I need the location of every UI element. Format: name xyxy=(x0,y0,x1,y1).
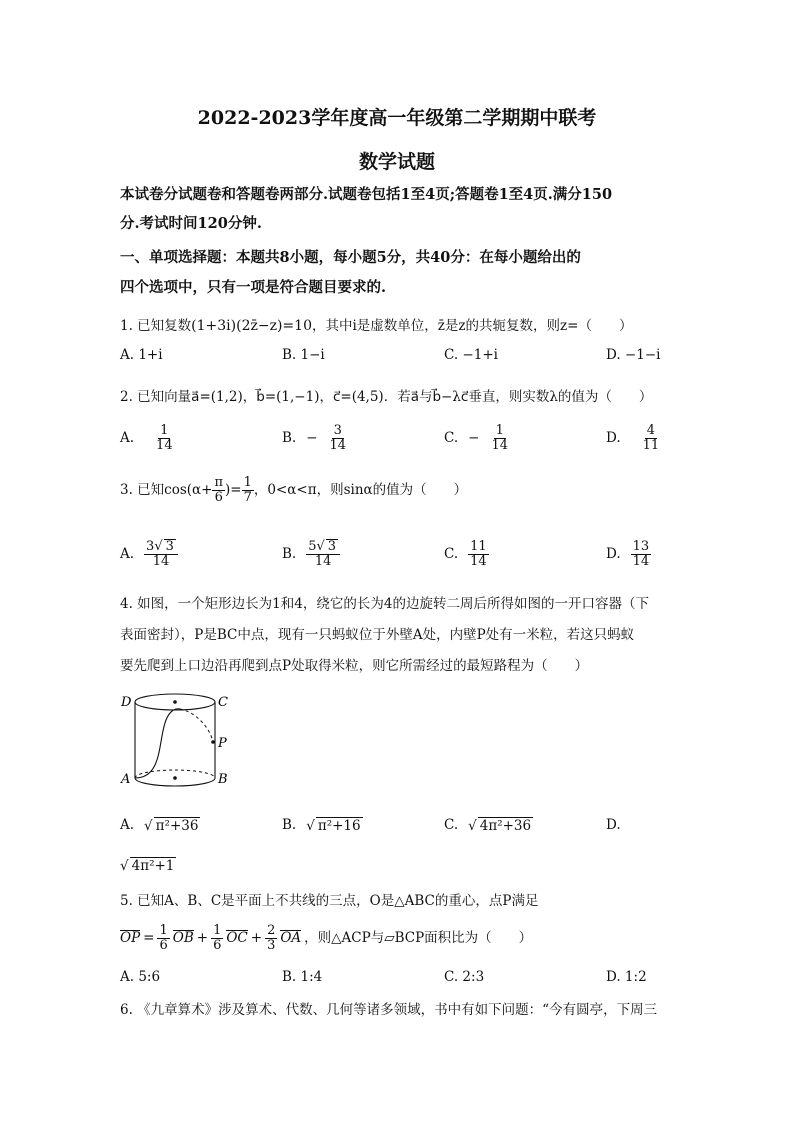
q4-option-c[interactable]: C. √ 4π²+36 xyxy=(444,817,532,834)
q4-option-d-label[interactable]: D. xyxy=(606,817,621,833)
q3-option-c[interactable]: C. $\frac{11}{14}$ xyxy=(444,538,487,569)
q5-option-d[interactable]: D. 1:2 xyxy=(606,969,647,985)
q5-option-c[interactable]: C. 2:3 xyxy=(444,969,485,985)
q3-option-a[interactable]: A. $\frac{3√ 3}{14}$ xyxy=(120,536,178,572)
q5-line-1: 5. 已知A、B、C是平面上不共线的三点，O是△ABC的重心，点P满足 xyxy=(120,893,539,909)
exam-title: 2022-2023学年度高一年级第二学期期中联考 xyxy=(197,107,597,129)
label-p: P xyxy=(218,736,227,751)
q2-option-d[interactable]: D. $\frac{4}{11}$ xyxy=(606,422,660,453)
q2-options xyxy=(120,420,680,456)
q1-option-d[interactable]: D. −1−i xyxy=(606,347,661,363)
q2-option-c[interactable]: C. − $\frac{1}{14}$ xyxy=(444,422,508,453)
intro-line-1: 本试卷分试题卷和答题卷两部分.试题卷包括1至4页;答题卷1至4页.满分150 xyxy=(120,186,613,203)
q4-option-b[interactable]: B. √ π²+16 xyxy=(282,817,361,834)
q5-option-b[interactable]: B. 1:4 xyxy=(282,969,323,985)
q5-options xyxy=(120,966,680,988)
q1-stem xyxy=(120,318,684,335)
q1-option-b[interactable]: B. 1−i xyxy=(282,347,325,363)
q1-formula: (1+3i)(2z̄−z)=10 xyxy=(191,318,312,334)
q3-options xyxy=(120,536,680,572)
q3-stem: 3. 已知cos(α+ $\frac{\pi}{6}$ )= $\frac{1}{7}$ ，0<α<π，则sinα的值为（ ） xyxy=(120,474,468,505)
section1-line-2: 四个选项中，只有一项是符合题目要求的. xyxy=(120,279,387,296)
q1-options xyxy=(120,344,680,366)
q2-option-a[interactable]: A. $\frac{1}{14}$ xyxy=(120,422,173,453)
label-b: B xyxy=(218,772,228,787)
q1-option-c[interactable]: C. −1+i xyxy=(444,347,498,363)
q4-line-2: 表面密封），P是BC中点，现有一只蚂蚁位于外壁A处，内壁P处有一米粒，若这只蚂蚁 xyxy=(120,627,635,643)
q3-option-d[interactable]: D. $\frac{13}{14}$ xyxy=(606,538,650,569)
label-d: D xyxy=(121,695,132,710)
exam-subtitle: 数学试题 xyxy=(358,151,435,173)
q5-formula: OP = $\frac{1}{6}$ OB + $\frac{1}{6}$ OC + $\frac{2}{3}$ OA ，则△ACP与▱BCP面积比为（ ） xyxy=(120,922,533,953)
q6-line-1: 6. 《九章算术》涉及算术、代数、几何等诸多领域，书中有如下问题：“今有圆亭，下周三 xyxy=(120,1002,658,1018)
q4-option-a[interactable]: A. √ π²+36 xyxy=(120,817,199,834)
q5-option-a[interactable]: A. 5:6 xyxy=(120,969,161,985)
q2-option-b[interactable]: B. − $\frac{3}{14}$ xyxy=(282,422,347,453)
label-a: A xyxy=(121,772,131,787)
q1-prefix: 1. 已知复数 xyxy=(120,318,192,334)
q4-option-d-value: √ 4π²+1 xyxy=(120,857,175,874)
q1-suffix: ，其中i是虚数单位，z̄是z的共轭复数，则z=（ ） xyxy=(311,318,633,334)
cylinder-figure xyxy=(118,690,238,790)
intro-line-2: 分.考试时间120分钟. xyxy=(120,215,262,232)
q4-line-1: 4. 如图，一个矩形边长为1和4，绕它的长为4的边旋转二周后所得如图的一开口容器（下 xyxy=(120,596,649,612)
label-c: C xyxy=(218,695,228,710)
q4-line-3: 要先爬到上口边沿再爬到点P处取得米粒，则它所需经过的最短路程为（ ） xyxy=(120,658,589,674)
q4-options xyxy=(120,812,680,838)
q2-stem: 2. 已知向量a⃗=(1,2)，b⃗=(1,−1)，c⃗=(4,5)．若a⃗与b⃗−λc⃗垂直，则实数λ的值为（ ） xyxy=(120,389,653,405)
q3-option-b[interactable]: B. $\frac{5√ 3}{14}$ xyxy=(282,536,340,572)
q1-option-a[interactable]: A. 1+i xyxy=(120,347,163,363)
section1-line-1: 一、单项选择题：本题共8小题，每小题5分，共40分：在每小题给出的 xyxy=(120,249,581,266)
